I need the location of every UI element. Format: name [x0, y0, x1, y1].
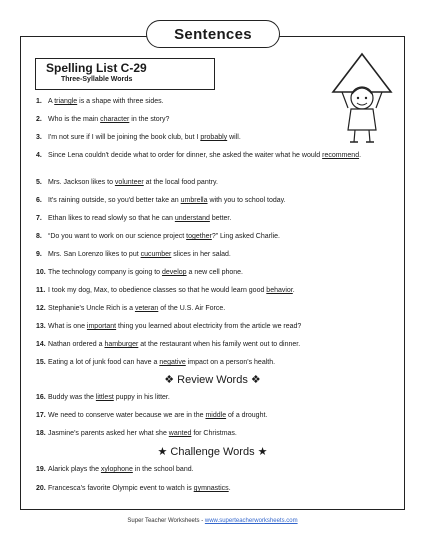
sentence-item: 2. Who is the main character in the story?	[36, 116, 170, 123]
challenge-words-heading: ★ Challenge Words ★	[157, 446, 268, 458]
list-subtitle: Three-Syllable Words	[61, 76, 133, 83]
sentence-item: 14. Nathan ordered a hamburger at the restaurant when his family went out to dinner.	[36, 341, 301, 348]
sentence-item: 4. Since Lena couldn't decide what to order for dinner, she asked the waiter what he would recommend.	[36, 152, 362, 159]
spelling-word: xylophone	[100, 466, 133, 473]
challenge-sentence-item: 19. Alarick plays the xylophone in the school band.	[36, 466, 194, 473]
spelling-word: veteran	[134, 305, 159, 312]
spelling-word: recommend	[322, 152, 360, 159]
spelling-word: character	[100, 116, 130, 123]
spelling-word: understand	[174, 215, 210, 222]
spelling-list-box	[35, 58, 215, 90]
sentence-item: 13. What is one important thing you learned about electricity from the article we read?	[36, 323, 302, 330]
spelling-word: middle	[205, 412, 227, 419]
sentence-item: 3. I'm not sure if I will be joining the book club, but I probably will.	[36, 134, 241, 141]
spelling-word: umbrella	[180, 197, 208, 204]
spelling-word: gymnastics	[193, 485, 229, 492]
sentence-item: 1. A triangle is a shape with three sides.	[36, 98, 164, 105]
spelling-word: wanted	[168, 430, 192, 437]
spelling-word: triangle	[54, 98, 78, 105]
challenge-sentence-item: 20. Francesca's favorite Olympic event to watch is gymnastics.	[36, 485, 231, 492]
spelling-word: develop	[162, 269, 187, 276]
footer-link[interactable]: www.superteacherworksheets.com	[204, 518, 298, 524]
sentence-item: 6. It's raining outside, so you'd better take an umbrella with you to school today.	[36, 197, 286, 204]
page-title: Sentences	[146, 20, 280, 48]
spelling-word: littlest	[95, 394, 114, 401]
spelling-word: cucumber	[140, 251, 172, 258]
sentence-item: 9. Mrs. San Lorenzo likes to put cucumber slices in her salad.	[36, 251, 231, 258]
sentence-item: 8. “Do you want to work on our science project together?” Ling asked Charlie.	[36, 233, 280, 240]
sentence-item: 15. Eating a lot of junk food can have a negative impact on a person's health.	[36, 359, 276, 366]
spelling-word: probably	[200, 134, 228, 141]
review-sentence-item: 16. Buddy was the littlest puppy in his litter.	[36, 394, 170, 401]
spelling-word: volunteer	[114, 179, 144, 186]
sentence-item: 12. Stephanie's Uncle Rich is a veteran of the U.S. Air Force.	[36, 305, 226, 312]
footer-text: Super Teacher Worksheets -	[127, 518, 205, 524]
spelling-word: negative	[159, 359, 186, 366]
spelling-word: together	[186, 233, 212, 240]
sentence-item: 5. Mrs. Jackson likes to volunteer at the local food pantry.	[36, 179, 218, 186]
spelling-word: hamburger	[104, 341, 139, 348]
spelling-word: important	[86, 323, 117, 330]
review-sentence-item: 18. Jasmine's parents asked her what she wanted for Christmas.	[36, 430, 237, 437]
footer	[0, 518, 425, 524]
sentence-item: 7. Ethan likes to read slowly so that he can understand better.	[36, 215, 232, 222]
review-sentence-item: 17. We need to conserve water because we are in the middle of a drought.	[36, 412, 268, 419]
list-title: Spelling List C-29	[46, 61, 147, 75]
sentence-item: 11. I took my dog, Max, to obedience classes so that he would learn good behavior.	[36, 287, 295, 294]
spelling-word: behavior	[266, 287, 293, 294]
review-words-heading: ❖ Review Words ❖	[164, 374, 261, 386]
sentence-item: 10. The technology company is going to develop a new cell phone.	[36, 269, 243, 276]
